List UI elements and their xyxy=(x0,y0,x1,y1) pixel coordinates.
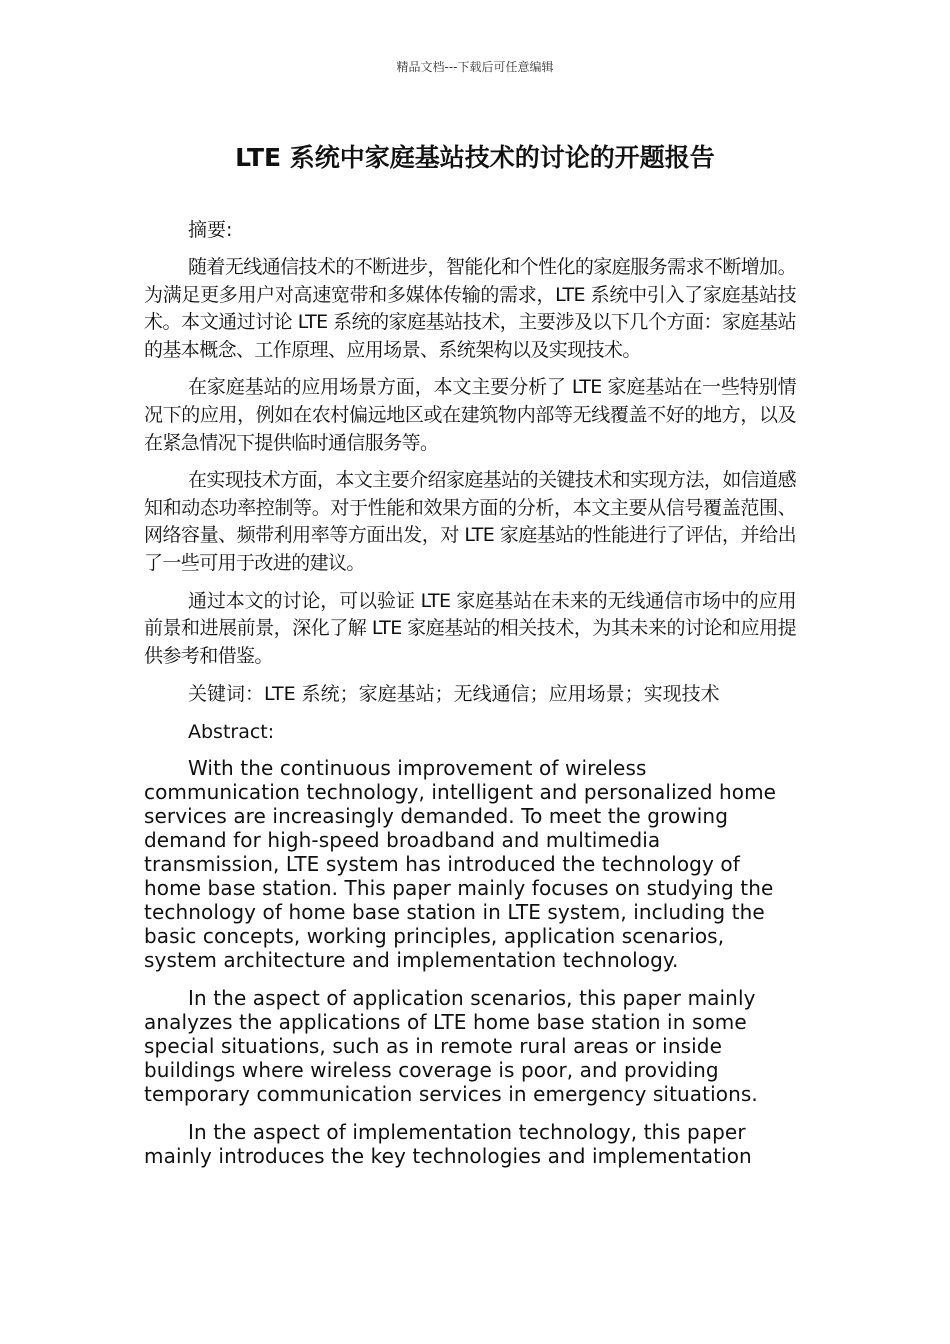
abstract-en-paragraph: With the continuous improvement of wireless communication technology, intelligent and personalized home services are increasingly demanded. To meet the growing demand for high-speed broadband and multimedia transmission, LTE system has introduced the technology of home base station. This paper mainly focuses on studying the technology of home base station in LTE system, including the basic concepts, working principles, application scenarios, system architecture and implementation technology. xyxy=(144,756,777,973)
abstract-cn-paragraph: 在家庭基站的应用场景方面，本文主要分析了 LTE 家庭基站在一些特别情况下的应用，例如在农村偏远地区或在建筑物内部等无线覆盖不好的地方，以及在紧急情况下提供临时通信服务等。 xyxy=(144,376,796,454)
abstract-en-paragraph: In the aspect of implementation technology, this paper mainly introduces the key technologies and implementation xyxy=(144,1120,752,1169)
abstract-en-paragraph: In the aspect of application scenarios, this paper mainly analyzes the applications of LTE home base station in some special situations, such as in remote rural areas or inside buildings where wireless coverage is poor, and providing temporary communication services in emergency situations. xyxy=(144,986,758,1107)
abstract-cn-paragraph: 随着无线通信技术的不断进步，智能化和个性化的家庭服务需求不断增加。为满足更多用户对高速宽带和多媒体传输的需求，LTE 系统中引入了家庭基站技术。本文通过讨论 LTE 系统的家庭基站技术，主要涉及以下几个方面：家庭基站的基本概念、工作原理、应用场景、系统架构以及实现技术。 xyxy=(144,256,796,361)
document-title: LTE 系统中家庭基站技术的讨论的开题报告 xyxy=(235,143,715,172)
abstract-cn-paragraph: 在实现技术方面，本文主要介绍家庭基站的关键技术和实现方法，如信道感知和动态功率控制等。对于性能和效果方面的分析，本文主要从信号覆盖范围、网络容量、频带利用率等方面出发，对 LTE 家庭基站的性能进行了评估，并给出了一些可用于改进的建议。 xyxy=(144,469,796,574)
document-body xyxy=(144,216,796,1182)
keywords-line: 关键词：LTE 系统；家庭基站；无线通信；应用场景；实现技术 xyxy=(188,683,720,706)
abstract-cn-paragraph: 通过本文的讨论，可以验证 LTE 家庭基站在未来的无线通信市场中的应用前景和进展前景，深化了解 LTE 家庭基站的相关技术，为其未来的讨论和应用提供参考和借鉴。 xyxy=(144,589,796,667)
header-note: 精品文档---下载后可任意编辑 xyxy=(396,60,554,74)
abstract-en-label: Abstract: xyxy=(188,721,275,744)
abstract-cn-label: 摘要: xyxy=(188,219,233,241)
